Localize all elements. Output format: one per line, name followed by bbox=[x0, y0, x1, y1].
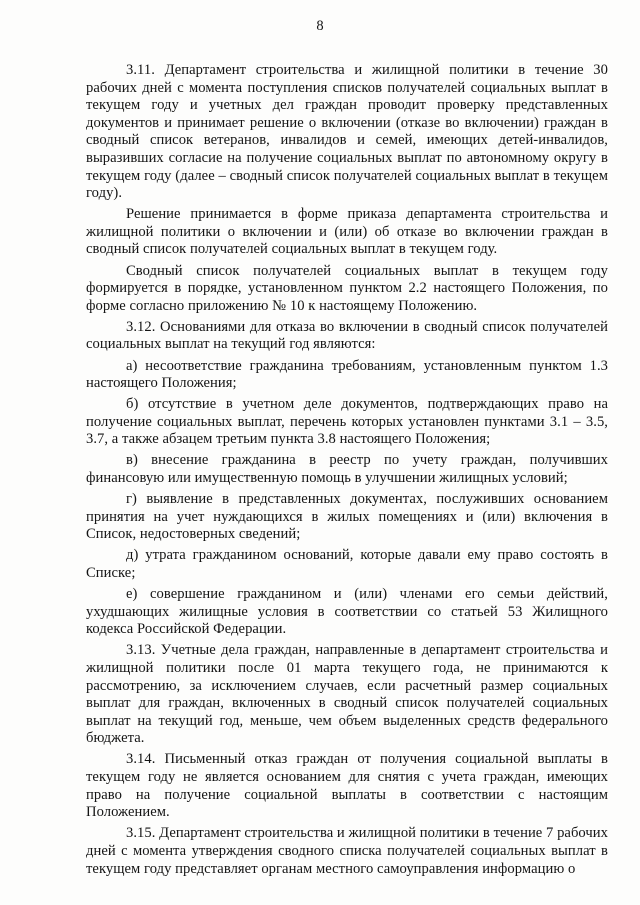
paragraph-decision: Решение принимается в форме приказа департамента строительства и жилищной политики о включении и (или) об отказе во включении граждан в сводный список получателей социальных выплат в текущем году. bbox=[86, 206, 608, 258]
list-item-v: в) внесение гражданина в реестр по учету граждан, получивших финансовую или имущественную помощь в улучшении жилищных условий; bbox=[86, 452, 608, 487]
list-item-d: д) утрата гражданином оснований, которые давали ему право состоять в Списке; bbox=[86, 547, 608, 582]
paragraph-3-13: 3.13. Учетные дела граждан, направленные в департамент строительства и жилищной политики после 01 марта текущего года, не принимаются к рассмотрению, за исключением случаев, если расчетный размер социальных выплат для граждан, включенных в сводный список получателей социальных выплат на текущий год, меньше, чем объем выделенных средств федерального бюджета. bbox=[86, 642, 608, 747]
list-item-g: г) выявление в представленных документах, послуживших основанием принятия на учет нуждающихся в жилых помещениях и (или) включения в Список, недостоверных сведений; bbox=[86, 491, 608, 543]
document-body bbox=[86, 62, 608, 882]
paragraph-3-14: 3.14. Письменный отказ граждан от получения социальной выплаты в текущем году не является основанием для снятия с учета граждан, имеющих право на получение социальной выплаты в соответствии с настоящим Положением. bbox=[86, 751, 608, 821]
paragraph-summary-list: Сводный список получателей социальных выплат в текущем году формируется в порядке, установленном пунктом 2.2 настоящего Положения, по форме согласно приложению № 10 к настоящему Положению. bbox=[86, 262, 608, 314]
list-item-b: б) отсутствие в учетном деле документов, подтверждающих право на получение социальных выплат, перечень которых установлен пунктами 3.1 – 3.5, 3.7, а также абзацем третьим пункта 3.8 настоящего Положения; bbox=[86, 396, 608, 448]
paragraph-3-12: 3.12. Основаниями для отказа во включении в сводный список получателей социальных выплат на текущий год являются: bbox=[86, 318, 608, 353]
page-number: 8 bbox=[316, 18, 324, 34]
paragraph-3-11: 3.11. Департамент строительства и жилищной политики в течение 30 рабочих дней с момента поступления списков получателей социальных выплат в текущем году и учетных дел граждан проводит проверку представленных документов и принимает решение о включении (отказе во включении) граждан в сводный список ветеранов, инвалидов и семей, имеющих детей-инвалидов, выразивших согласие на получение социальных выплат по автономному округу в текущем году (далее – сводный список получателей социальных выплат в текущем году). bbox=[86, 62, 608, 202]
paragraph-3-15: 3.15. Департамент строительства и жилищной политики в течение 7 рабочих дней с момента утверждения сводного списка получателей социальных выплат в текущем году представляет органам местного самоуправления информацию о bbox=[86, 825, 608, 877]
list-item-a: а) несоответствие гражданина требованиям, установленным пунктом 1.3 настоящего Положения; bbox=[86, 357, 608, 392]
list-item-e: е) совершение гражданином и (или) членами его семьи действий, ухудшающих жилищные условия в соответствии со статьей 53 Жилищного кодекса Российской Федерации. bbox=[86, 586, 608, 638]
